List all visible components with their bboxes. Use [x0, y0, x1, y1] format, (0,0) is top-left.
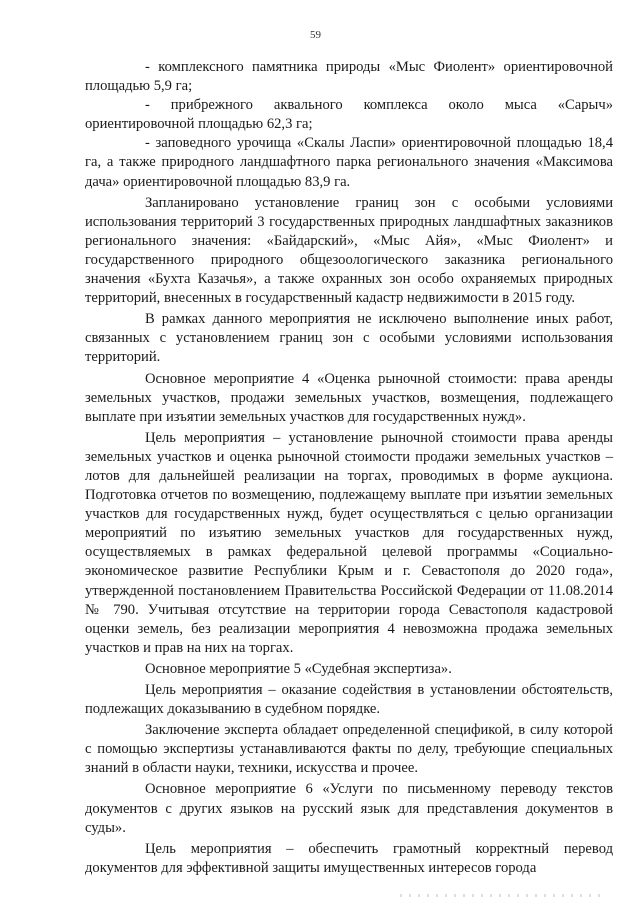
paragraph-expert-opinion: Заключение эксперта обладает определенной спецификой, в силу которой с помощью экспертизы устанавливаются факты по делу, требующие специальных знаний в области науки, техники, искусства и прочее.	[85, 722, 613, 777]
list-item-mys-sarych: - прибрежного аквального комплекса около мыса «Сарыч» ориентировочной площадью 62,3 га;	[85, 97, 613, 133]
paragraph-measure-6-goal: Цель мероприятия – обеспечить грамотный корректный перевод документов для эффективной защиты имущественных интересов города	[85, 840, 613, 876]
scan-artifact	[400, 894, 600, 897]
paragraph-measure-4-title: Основное мероприятие 4 «Оценка рыночной стоимости: права аренды земельных участков, продажи земельных участков, возмещения, подлежащего выплате при изъятии земельных участков для государственных нужд».	[85, 370, 613, 425]
page-number: 59	[310, 29, 321, 41]
paragraph-other-works: В рамках данного мероприятия не исключено выполнение иных работ, связанных с установлением границ зон с особыми условиями использования территорий.	[85, 311, 613, 366]
paragraph-measure-4-goal: Цель мероприятия – установление рыночной стоимости права аренды земельных участков и оценка рыночной стоимости продажи земельных участков – лотов для дальнейшей реализации на торгах, проводимых в форме аукциона. Подготовка отчетов по возмещению, подлежащему выплате при изъятии земельных участков для государственных нужд, будет осуществляться с целью организации мероприятий по изъятию земельных участков для государственных нужд, осуществляемых в рамках федеральной целевой программы «Социально-экономическое развитие Республики Крым и г. Севастополя до 2020 года», утвержденной постановлением Правительства Российской Федерации от 11.08.2014 № 790. Учитывая отсутствие на территории города Севастополя кадастровой оценки земель, без реализации мероприятия 4 невозможна продажа земельных участков и прав на них на торгах.	[85, 429, 613, 656]
paragraph-measure-6-title: Основное мероприятие 6 «Услуги по письменному переводу текстов документов с других языков на русский язык для представления документов в суды».	[85, 781, 613, 836]
list-item-mys-fiolent: - комплексного памятника природы «Мыс Фиолент» ориентировочной площадью 5,9 га;	[85, 59, 613, 95]
paragraph-measure-5-goal: Цель мероприятия – оказание содействия в установлении обстоятельств, подлежащих доказыванию в судебном порядке.	[85, 682, 613, 718]
list-item-skaly-laspi: - заповедного урочища «Скалы Ласпи» ориентировочной площадью 18,4 га, а также природного ландшафтного парка регионального значения «Максимова дача» ориентировочной площадью 83,9 га.	[85, 135, 613, 190]
paragraph-zone-boundaries: Запланировано установление границ зон с особыми условиями использования территорий 3 государственных природных ландшафтных заказников регионального значения: «Байдарский», «Мыс Айя», «Мыс Фиолент» и государственного природного общезоологического заказника регионального значения «Бухта Казачья», а также охранных зон особо охраняемых природных территорий, внесенных в государственный кадастр недвижимости в 2015 году.	[85, 194, 613, 307]
paragraph-measure-5-title: Основное мероприятие 5 «Судебная экспертиза».	[145, 660, 452, 677]
document-body	[85, 58, 613, 878]
